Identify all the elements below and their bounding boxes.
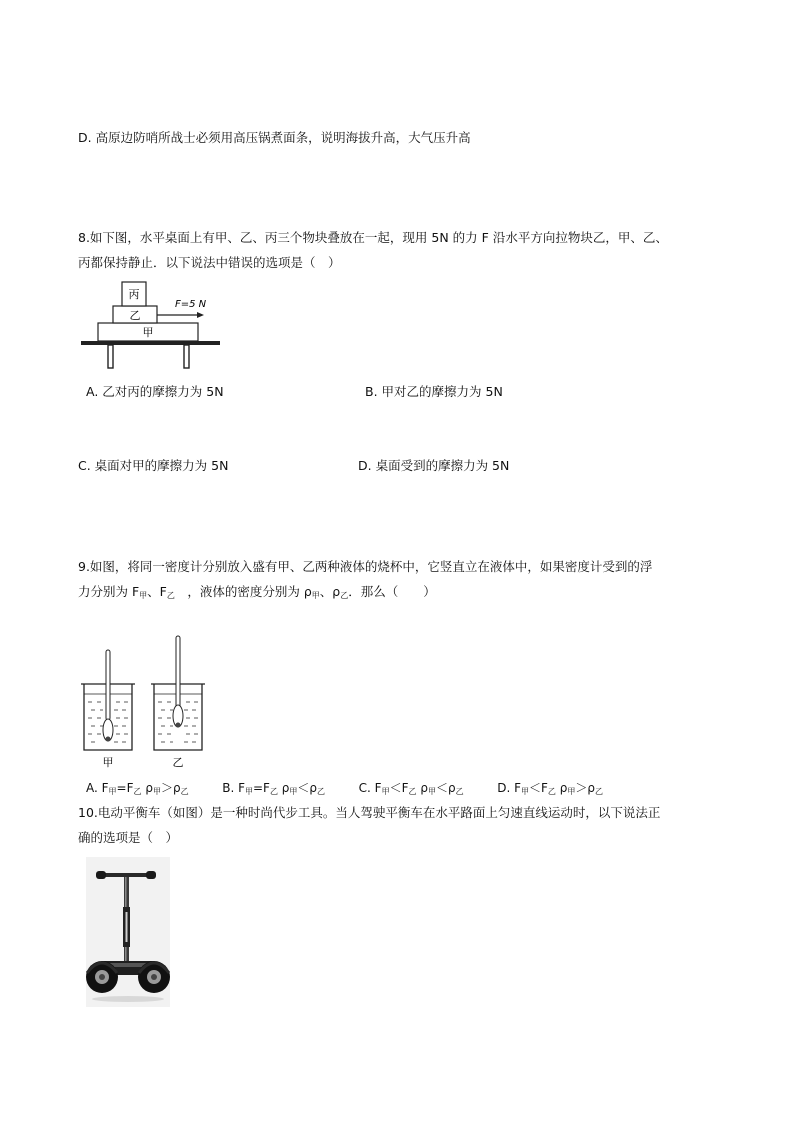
q9-hydrometer-beakers-figure — [78, 632, 213, 772]
q8-stacked-blocks-figure — [78, 278, 223, 372]
beaker-left-label: 甲 — [102, 756, 114, 769]
q8-stem-line1: 8.如下图，水平桌面上有甲、乙、丙三个物块叠放在一起，现用 5N 的力 F 沿水平方向拉物块乙，甲、乙、 — [78, 230, 668, 245]
force-label: F=5 N — [175, 299, 207, 310]
table-leg-left — [108, 345, 113, 368]
block-yi-label: 乙 — [129, 309, 141, 322]
q9-option-b: B. $F_甲=F_乙$ $\rho_甲<\rho_乙$ — [222, 781, 326, 796]
q7-option-d: D. 高原边防哨所战士必须用高压锅煮面条，说明海拔升高，大气压升高 — [78, 130, 471, 145]
table-leg-right — [184, 345, 189, 368]
q9-option-d: D. $F_甲<F_乙$ $\rho_甲>\rho_乙$ — [497, 781, 603, 796]
hydrometer-right-stem — [176, 636, 180, 708]
q9-stem-line2: 力分别为 $F_甲$、$F_乙$ ，液体的密度分别为 $\rho_甲$、$\rho_乙$．那么（ ） — [78, 584, 436, 600]
table-top — [81, 341, 220, 345]
q9-option-c: C. $F_甲<F_乙$ $\rho_甲<\rho_乙$ — [358, 781, 464, 796]
q8-option-a: A. 乙对丙的摩擦力为 5N — [86, 384, 224, 399]
q9-options-row — [86, 779, 603, 801]
force-arrow-head — [197, 312, 204, 318]
q9-option-a: A. $F_甲=F_乙$ $\rho_甲>\rho_乙$ — [86, 781, 189, 796]
block-bing-label: 丙 — [128, 288, 140, 301]
q8-stem-line2: 丙都保持静止．以下说法中错误的选项是（ ） — [78, 255, 341, 270]
beaker-right-label: 乙 — [172, 756, 184, 769]
q8-option-b: B. 甲对乙的摩擦力为 5N — [365, 384, 503, 399]
q9-stem-line1: 9.如图，将同一密度计分别放入盛有甲、乙两种液体的烧杯中，它竖直立在液体中，如果密度计受到的浮 — [78, 559, 653, 574]
q8-option-c: C. 桌面对甲的摩擦力为 5N — [78, 458, 229, 473]
q10-stem-line2: 确的选项是（ ） — [78, 830, 179, 845]
hydrometer-left-stem — [106, 650, 110, 720]
block-jia-label: 甲 — [142, 326, 154, 339]
q10-stem-line1: 10.电动平衡车（如图）是一种时尚代步工具。当人驾驶平衡车在水平路面上匀速直线运动时，以下说法正 — [78, 805, 661, 820]
q8-option-d: D. 桌面受到的摩擦力为 5N — [358, 458, 510, 473]
q10-balance-scooter-photo — [86, 857, 170, 1007]
